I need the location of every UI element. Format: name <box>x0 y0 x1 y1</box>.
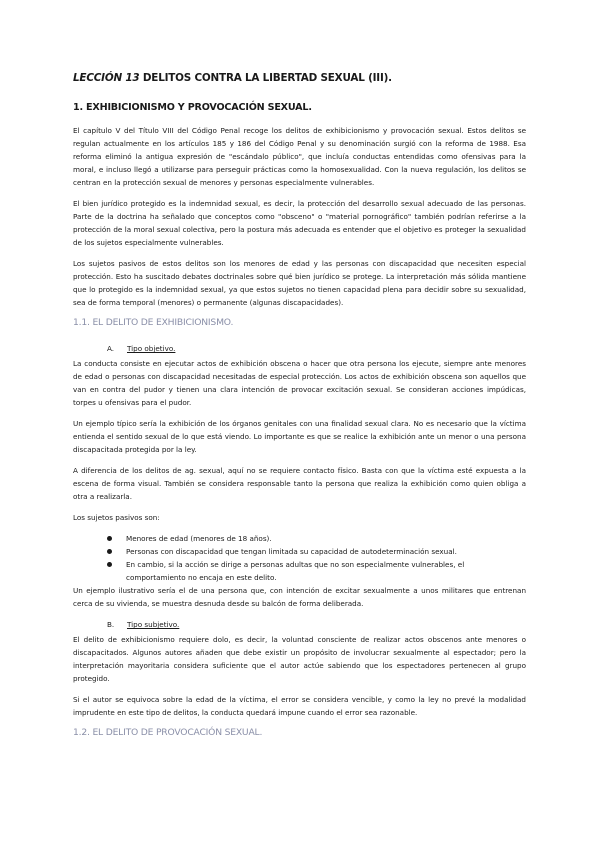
section-heading-1: 1. EXHIBICIONISMO Y PROVOCACIÓN SEXUAL. <box>73 102 312 113</box>
bullet-icon <box>107 549 112 554</box>
paragraph: El capítulo V del Título VIII del Código Penal recoge los delitos de exhibicionismo y provocación sexual. Estos delitos se regulan actualmente en los artículos 185 y 186 del Código Penal y su denominación surgió con la reforma de 1988. Esa reforma eliminó la antigua expresión de "escándalo público", que incluía conductas entendidas como ofensivas para la moral, e incluso llegó a utilizarse para perseguir prácticas como la homosexualidad. Con la nueva regulación, los delitos se centran en la protección sexual de menores y personas especialmente vulnerables. <box>73 126 526 187</box>
list-item-text: Personas con discapacidad que tengan limitada su capacidad de autodeterminación sexual. <box>126 547 457 556</box>
paragraph: Los sujetos pasivos son: <box>73 513 160 522</box>
bullet-icon <box>107 562 112 567</box>
list-item <box>73 545 526 558</box>
bullet-list <box>73 532 526 584</box>
paragraph: Los sujetos pasivos de estos delitos son los menores de edad y las personas con discapacidad que necesiten especial protección. Esto ha suscitado debates doctrinales sobre qué bien jurídico se protege. La interpretación más sólida mantiene que lo protegido es la indemnidad sexual, ya que estos sujetos no tienen capacidad plena para decidir sobre su sexualidad, sea de forma temporal (menores) o permanente (algunas discapacidades). <box>73 259 526 307</box>
paragraph-example: Un ejemplo ilustrativo sería el de una persona que, con intención de excitar sexualmente a unos militares que entrenan cerca de su vivienda, se muestra desnuda desde su balcón de forma deliberada. <box>73 586 526 608</box>
subheading-label: Tipo objetivo. <box>127 344 176 353</box>
list-item-text: Menores de edad (menores de 18 años). <box>126 534 272 543</box>
list-item-text: En cambio, si la acción se dirige a personas adultas que no son especialmente vulnerables, el comportamiento no encaja en este delito. <box>126 560 465 582</box>
subheading-letter: A. <box>107 344 115 353</box>
lesson-title <box>73 72 526 84</box>
subheading-letter: B. <box>107 620 115 629</box>
paragraph: La conducta consiste en ejecutar actos de exhibición obscena o hacer que otra persona los ejecute, siempre ante menores de edad o personas con discapacidad necesitadas de especial protección. Los actos de exhibición obscena son aquellos que van en contra del pudor y tienen una clara intención de provocar excitación sexual. Se consideran acciones impúdicas, torpes u ofensivas para el pudor. <box>73 359 526 407</box>
lesson-number: LECCIÓN 13 <box>73 72 140 84</box>
paragraph: A diferencia de los delitos de ag. sexual, aquí no se requiere contacto físico. Basta con que la víctima esté expuesta a la escena de forma visual. También se considera responsable tanto la persona que realiza la exhibición como quien obliga a otra a realizarla. <box>73 466 526 501</box>
subsection-heading-1-1: 1.1. EL DELITO DE EXHIBICIONISMO. <box>73 317 234 328</box>
subheading-tipo-subjetivo <box>73 618 526 631</box>
subheading-label: Tipo subjetivo. <box>127 620 180 629</box>
document-page <box>73 72 526 752</box>
paragraph: El bien jurídico protegido es la indemnidad sexual, es decir, la protección del desarrollo sexual adecuado de las personas. Parte de la doctrina ha señalado que conceptos como "obsceno" o "material pornográfico" también podrían referirse a la protección de la moral sexual colectiva, pero la postura más adecuada es entender que el objetivo es proteger la sexualidad de los sujetos especialmente vulnerables. <box>73 199 526 247</box>
list-item <box>73 532 526 545</box>
subsection-heading-1-2: 1.2. EL DELITO DE PROVOCACIÓN SEXUAL. <box>73 727 263 738</box>
paragraph: Si el autor se equivoca sobre la edad de la víctima, el error se considera vencible, y como la ley no prevé la modalidad imprudente en este tipo de delitos, la conducta quedará impune cuando el error sea razonable. <box>73 695 526 717</box>
paragraph: El delito de exhibicionismo requiere dolo, es decir, la voluntad consciente de realizar actos obscenos ante menores o discapacitados. Algunos autores añaden que debe existir un propósito de involucrar sexualmente al espectador; pero la interpretación mayoritaria considera suficiente que el autor actúe sabiendo que los espectadores pertenecen al grupo protegido. <box>73 635 526 683</box>
lesson-title-text: DELITOS CONTRA LA LIBERTAD SEXUAL (III). <box>139 72 392 84</box>
paragraph: Un ejemplo típico sería la exhibición de los órganos genitales con una finalidad sexual clara. No es necesario que la víctima entienda el sentido sexual de lo que está viendo. Lo importante es que se realice la exhibición ante un menor o una persona discapacitada protegida por la ley. <box>73 419 526 454</box>
bullet-icon <box>107 536 112 541</box>
subheading-tipo-objetivo <box>73 342 526 355</box>
list-item <box>73 558 526 584</box>
